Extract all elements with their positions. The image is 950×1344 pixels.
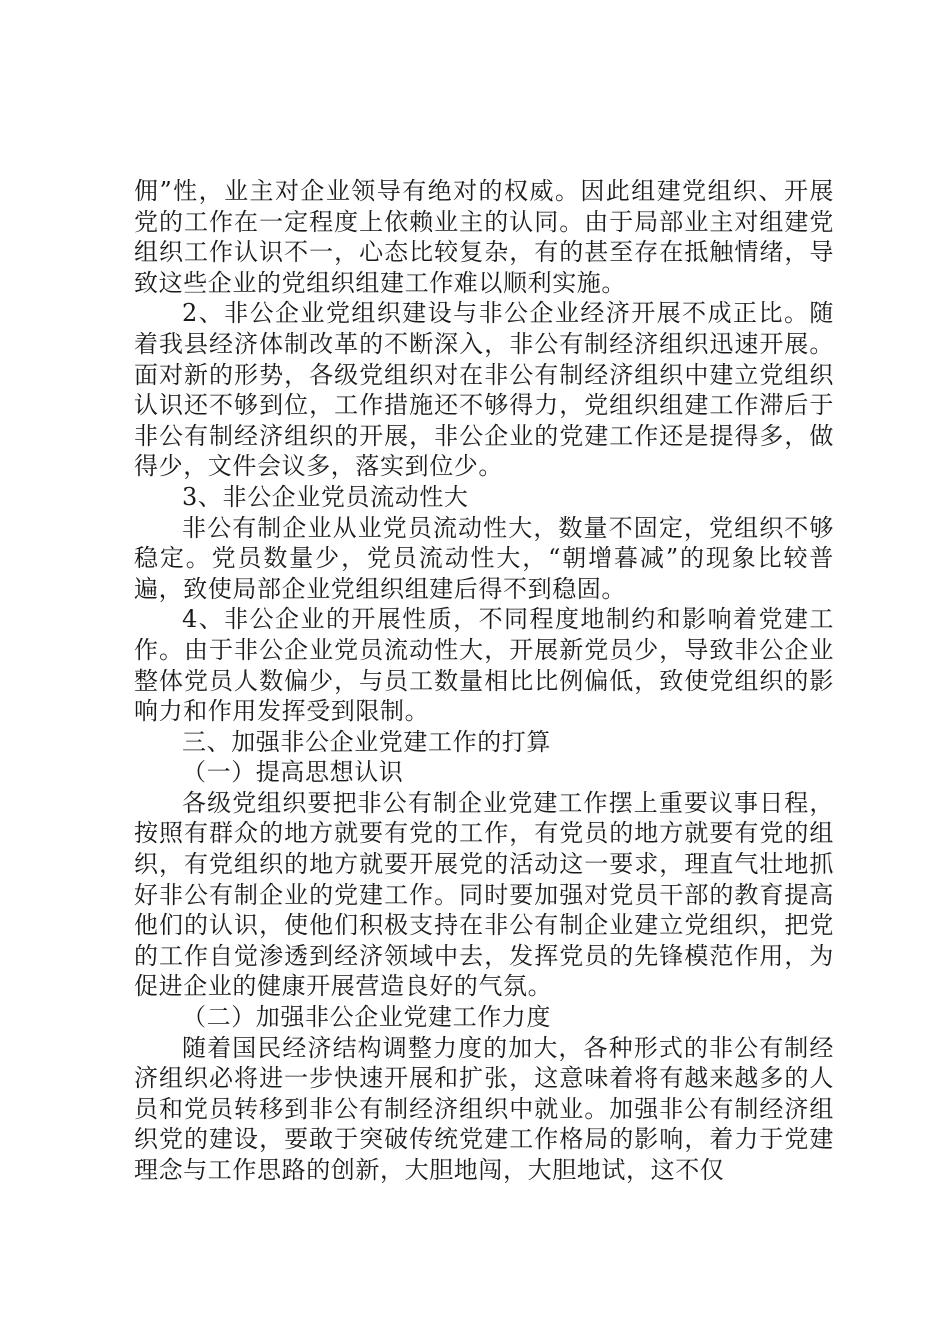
subsection-heading-1: （一）提高思想认识: [182, 758, 404, 787]
paragraph-subsection-2: 随着国民经济结构调整力度的加大，各种形式的非公有制经济组织必将进一步快速开展和扩张，这意味着将有越来越多的人员和党员转移到非公有制经济组织中就业。加强非公有制经济组织党的建设，要敢于突破传统党建工作格局的影响，着力于党建理念与工作思路的创新，大胆地闯，大胆地试，这不仅: [134, 1033, 834, 1184]
paragraph-point-3-body: 非公有制企业从业党员流动性大，数量不固定，党组织不够稳定。党员数量少，党员流动性大，“朝增暮减”的现象比较普遍，致使局部企业党组织组建后得不到稳固。: [134, 513, 834, 603]
paragraph-point-2: 2、非公企业党组织建设与非公企业经济开展不成正比。随着我县经济体制改革的不断深入，非公有制经济组织迅速开展。面对新的形势，各级党组织对在非公有制经济组织中建立党组织认识还不够到位，工作措施还不够得力，党组织组建工作滞后于非公有制经济组织的开展，非公企业的党建工作还是提得多，做得少，文件会议多，落实到位少。: [134, 299, 834, 481]
paragraph-subsection-1: 各级党组织要把非公有制企业党建工作摆上重要议事日程，按照有群众的地方就要有党的工作，有党员的地方就要有党的组织，有党组织的地方就要开展党的活动这一要求，理直气壮地抓好非公有制企业的党建工作。同时要加强对党员干部的教育提高他们的认识，使他们积极支持在非公有制企业建立党组织，把党的工作自觉渗透到经济领域中去，发挥党员的先锋模范作用，为促进企业的健康开展营造良好的气氛。: [134, 788, 834, 1001]
subsection-heading-2: （二）加强非公企业党建工作力度: [182, 1003, 551, 1032]
paragraph-continuation: 佣”性，业主对企业领导有绝对的权威。因此组建党组织、开展党的工作在一定程度上依赖业主的认同。由于局部业主对组建党组织工作认识不一，心态比较复杂，有的甚至存在抵触情绪，导致这些企业的党组织组建工作难以顺利实施。: [134, 177, 834, 297]
paragraph-point-4: 4、非公企业的开展性质，不同程度地制约和影响着党建工作。由于非公企业党员流动性大，开展新党员少，导致非公企业整体党员人数偏少，与员工数量相比比例偏低，致使党组织的影响力和作用发挥受到限制。: [134, 605, 834, 726]
document-body: [134, 176, 834, 1186]
paragraph-point-3-heading: 3、非公企业党员流动性大: [182, 482, 469, 511]
section-heading-3: 三、加强非公企业党建工作的打算: [182, 727, 551, 756]
